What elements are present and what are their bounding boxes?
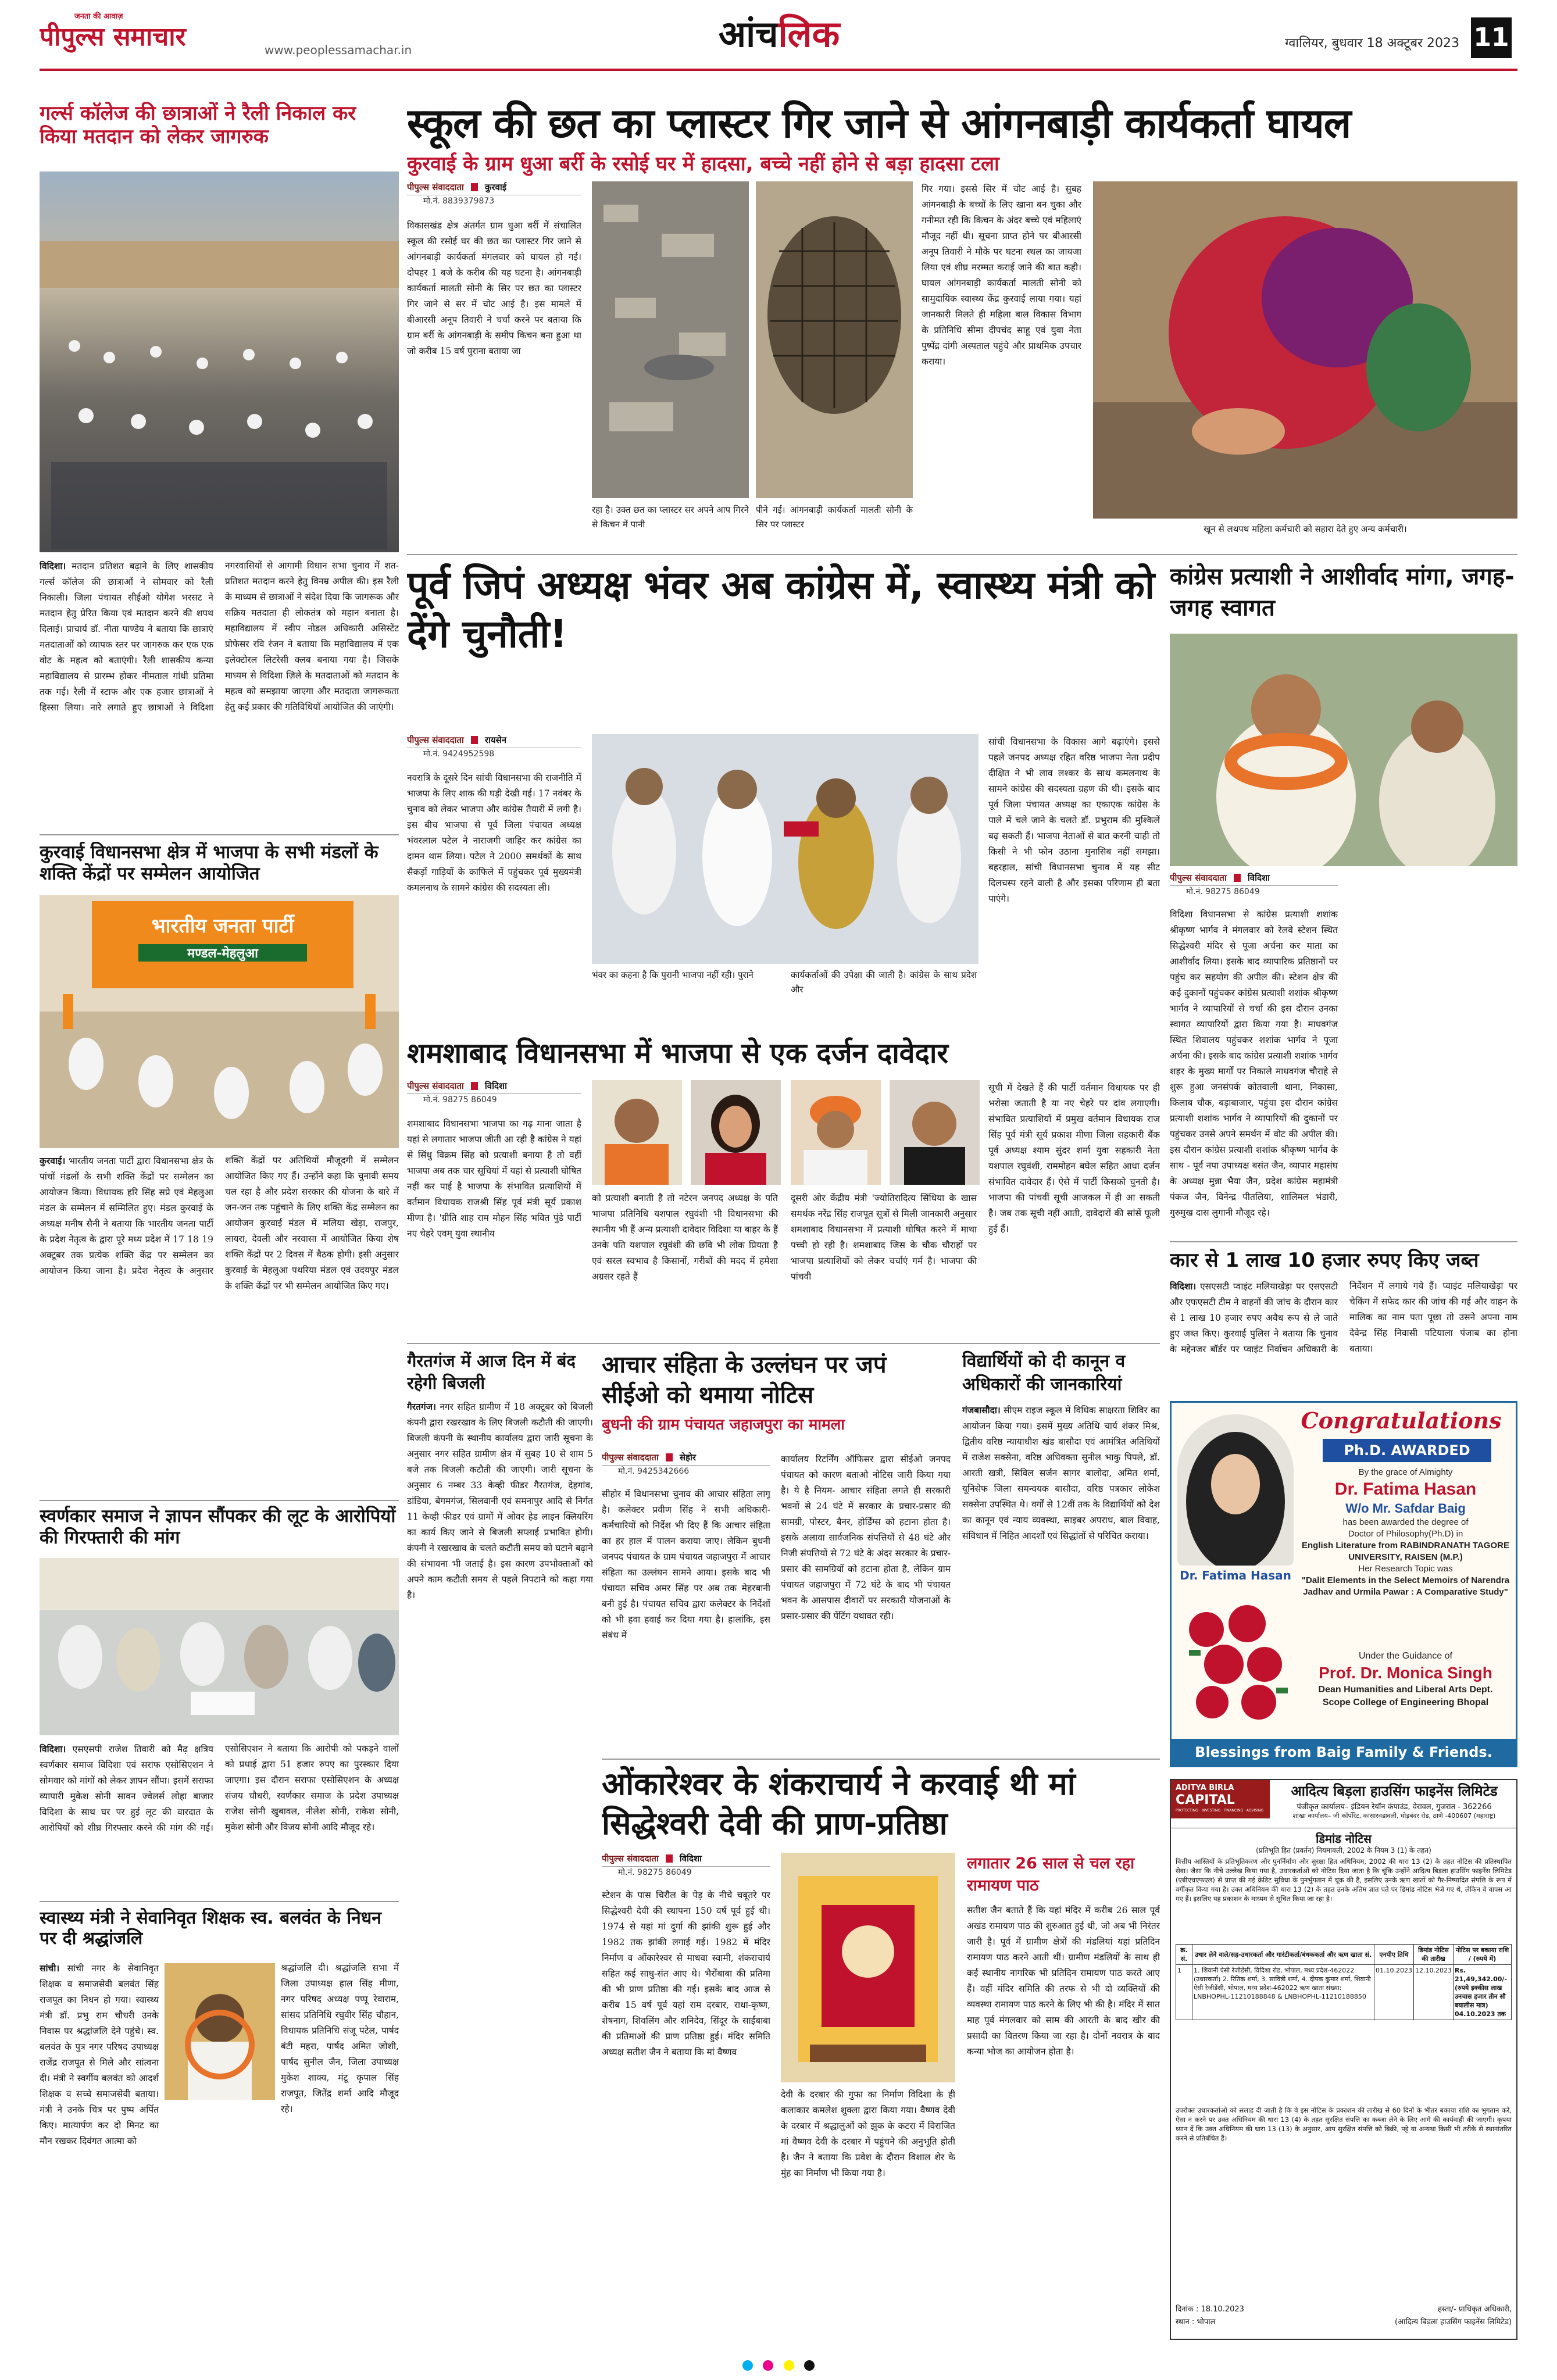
story-body-col1: नवरात्रि के दूसरे दिन सांची विधानसभा की राजनीति में भाजपा के लिए शाक की घड़ी देखी गई। 17 नवंबर के चुनाव को लेकर भाजपा और कांग्रेस तैयारी में लगी है। इस बीच भाजपा से पूर्व जिला पंचायत अध्यक्ष भंवरलाल पटेल ने नाराजगी जाहिर कर कांग्रेस का दामन थाम लिया। पटेल ने 2000 समर्थकों के साथ सैकड़ों गाड़ियों के काफिले में पहुंचकर पूर्व मुख्यमंत्री कमलनाथ के सामने कांग्रेस की सदस्यता ली।: [407, 773, 581, 893]
body-text: सीएम राइज स्कूल में विधिक साक्षरता शिविर का आयोजन किया गया। इसमें मुख्य अतिथि चार्य शंकर मिश्र, द्वितीय वरिष्ठ न्यायाधीश खंड बासौदा एवं आमंत्रित अतिथियों में राजेश सक्सेना, वरिष्ठ अधिवक्ता सुनील भाकु पिपले, डॉ. आरती खत्री, सिविल सर्जन सागर बालोदा, अमित शर्मा, यूनिसेफ जिला समन्वयक बासौदा, वरिष्ठ पत्रकार लोकेश सक्सेना उपस्थित थे। वर्गों से 12वीं तक के विद्यार्थियों को देश का कानून एवं न्याय व्यवस्था, साइबर अपराध, बाल विवाह, संविधान में निहित आदर्शों एवं सिद्धांतों से परिचित कराया।: [962, 1405, 1160, 1541]
story-omkareshwar: [602, 1764, 1160, 2340]
masthead-rule: [40, 69, 1517, 71]
headline: विद्यार्थियों को दी कानून व अधिकारों की जानकारियां: [962, 1351, 1126, 1395]
header-cell: एनपीए तिथि: [1374, 1945, 1414, 1965]
rally-photo: [40, 171, 399, 552]
byline-block: [602, 1452, 770, 1477]
headline: ओंकारेश्वर के शंकराचार्य ने करवाई थी मां सिद्धेश्वरी देवी की प्राण-प्रतिष्ठा: [602, 1766, 1076, 1842]
byline: [1170, 872, 1338, 886]
awarded-line: has been awarded the degree of: [1342, 1517, 1469, 1527]
logo-tagline: जनता की आवाज़: [74, 12, 123, 21]
story-body-col2: गिर गया। इससे सिर में चोट आई है। सुबह आंगनबाड़ी के बच्चों के लिए खाना बन चुका और गनीमत रही कि किचन के अंदर बच्चे एवं महिलाएं मौजूद नहीं थी। सूचना प्राप्त होने पर बीआरसी अनूप तिवारी ने मौके पर घटना स्थल का जायजा लिया एवं शीघ्र मरम्मत कराई जाने की बात कही। घायल आंगनबाड़ी कार्यकर्ता मालती सोनी को सामुदायिक स्वास्थ्य केंद्र कुरवाई लाया गया। यहां जानकारी मिलते ही महिला बाल विकास विभाग के प्रतिनिधि सीमा दीपचंद साहू एवं युवा नेता पुष्पेंद्र दांगी अस्पताल पहुंचे और प्राथमिक उपचार कराया।: [922, 184, 1081, 367]
byline-separator: [471, 183, 478, 191]
fatima-photo: [1177, 1414, 1294, 1566]
mobile: मो.नं. 9424952598: [423, 749, 495, 759]
demand-table: [1176, 1944, 1512, 2020]
joining-art: [592, 734, 979, 964]
byline-separator: [666, 1854, 673, 1863]
headline: स्वास्थ्य मंत्री ने सेवानिवृत शिक्षक स्व. बलवंत के निधन पर दी श्रद्धांजलि: [40, 1908, 381, 1949]
story-girls-college: [40, 102, 399, 828]
byline-separator: [666, 1453, 673, 1461]
logo-wordmark: पीपुल्स समाचार: [40, 22, 186, 52]
byline-place: सेहोर: [679, 1452, 696, 1463]
byline-name: पीपुल्स संवाददाता: [407, 182, 464, 192]
notice-footer: उपरोक्त उधारकर्ताओं को सलाह दी जाती है कि वे इस नोटिस के प्रकाशन की तारीख से 60 दिनों के भीतर बकाया राशि का भुगतान करें, ऐसा न करने पर उक्त अधिनियम की धारा 13 (4) के तहत सुरक्षित संपत्ति का कब्जा लेने के लिए आगे की कार्यवाही की जाएगी। कृपया ध्यान दें कि उक्त अधिनियम की धारा 13 (13) के अनुसार, आप सुरक्षित संपत्ति को बिक्री, पट्टे या अन्यथा किसी भी तरीके से स्थानांतरित करने से प्रतिबंधित हैं।: [1176, 2106, 1512, 2142]
side-headline: लगातार 26 साल से चल रहा रामायण पाठ: [967, 1854, 1135, 1895]
story-body-col2: [281, 1960, 399, 2297]
divider: [407, 554, 1517, 555]
dateline-place: सांची।: [40, 1963, 60, 1974]
blessings-banner: Blessings from Baig Family & Friends.: [1172, 1739, 1516, 1766]
table-cell: 1. शिवानी ऐसी रेजीडेंसी, विदिशा रोड, भोपाल, मध्य प्रदेश-462022 (उधारकर्ता) 2. रितिक शर्मा, 3. सावित्री शर्मा, 4. दीपक कुमार शर्मा, शिवानी ऐसी रेजीडेंसी, भोपाल, मध्य प्रदेश-462022 ऋण खाता संख्या: LNBHOPHL-11210188848 & LNBHOPHL-11210188850: [1192, 1965, 1374, 2020]
header-cell: क्र. सं.: [1176, 1945, 1192, 1965]
byline-place: विदिशा: [679, 1853, 702, 1864]
rally-photo-art: [40, 171, 399, 552]
section-title-part1: आंच: [718, 13, 779, 55]
story-body: [1170, 1278, 1517, 1389]
dateline-place: कुरवाई।: [40, 1155, 66, 1166]
congrats-heading: Congratulations: [1301, 1407, 1502, 1434]
byline-block: [407, 181, 581, 206]
logo: [40, 10, 260, 63]
byline-name: पीपुल्स संवाददाता: [407, 1081, 464, 1091]
story-body-col3: दूसरी ओर केंद्रीय मंत्री 'ज्योतिरादित्य सिंधिया के खास समर्थक नरेंद्र सिंह राजपूत सूत्रों से मिली जानकारी अनुसार शमशाबाद विधानसभा में प्रत्याशी घोषित करने में माथा पच्ची हो रही है। शमशाबाद जिस के चौक चौराहों पर भाजपा प्रत्याशियों को लेकर चर्चाएं गर्म है। भाजपा की पांचवी: [791, 1193, 977, 1282]
headline: आचार संहिता के उल्लंघन पर जपं सीईओ को थमाया नोटिस: [602, 1352, 887, 1409]
story-car: [1170, 1247, 1517, 1392]
headline: कुरवाई विधानसभा क्षेत्र में भाजपा के सभी मंडलों के शक्ति केंद्रों पर सम्मेलन आयोजित: [40, 842, 378, 884]
byline-place: रायसेन: [484, 735, 507, 745]
photo-caption-2: कार्यकर्ताओं की उपेक्षा की जाती है। कांग्रेस के साथ प्रदेश और: [791, 970, 977, 995]
banner-text: भारतीय जनता पार्टी: [151, 914, 294, 938]
guide-college: Scope College of Engineering Bhopal: [1322, 1698, 1489, 1707]
spouse-line: W/o Mr. Safdar Baig: [1345, 1501, 1466, 1516]
headline: शमशाबाद विधानसभा में भाजपा से एक दर्जन दावेदार: [407, 1037, 949, 1070]
dateline-place: विदिशा।: [40, 1743, 66, 1754]
memorandum-art: [40, 1558, 399, 1735]
byline: [407, 734, 581, 748]
byline-name: पीपुल्स संवाददाता: [1170, 873, 1227, 883]
byline-block: [1170, 872, 1338, 897]
notice-title: डिमांड नोटिस: [1171, 1828, 1516, 1846]
table-header-row: [1176, 1945, 1512, 1965]
dateline-place: गैरतगंज।: [407, 1401, 437, 1412]
byline-name: पीपुल्स संवाददाता: [602, 1853, 659, 1864]
side-body: सतीश जैन बताते हैं कि यहां मंदिर में करीब 26 साल पूर्व अखंड रामायण पाठ की शुरुआत हुई थी, जो अब भी निरंतर जारी है। पूर्व में ग्रामीण क्षेत्रों की मंडलियां यहां प्रतिदिन रामायण पाठ करने आती थीं। ग्रामीण मंडलियों के साथ ही कई स्थानीय नागरिक भी प्रतिदिन रामायण पाठ करते आए हैं। वहीं मंदिर समिति की तरफ से भी दो व्यक्तियों की व्यवस्था रामायण पाठ करने के लिए भी की है। मंदिर में सात माह पूर्व मंगलवार को साम की आरती के बाद खीर की प्रसादी का वितरण किया जा रहा है। दोनों नवरात्र के बाद कन्या भोज का आयोजन होता है।: [967, 1905, 1160, 2057]
divider: [40, 1500, 399, 1501]
plaster-photo-2: [756, 181, 913, 498]
website[interactable]: www.peoplessamachar.in: [265, 43, 412, 57]
guide-block: [1297, 1650, 1515, 1709]
byline-place: विदिशा: [484, 1081, 508, 1091]
body-text: सांची नगर के सेवानिवृत शिक्षक व समाजसेवी बलवंत सिंह राजपूत का निधन हो गया। स्वास्थ्य मंत्री डॉ. प्रभु राम चौधरी उनके निवास पर श्रद्धांजलि देने पहुंचे। स्व. बलवंत के पुत्र नगर परिषद उपाध्यक्ष राजेंद्र राजपूत से मिले और सांत्वना दी। मंत्री ने स्वर्गीय बलवंत को आदर्श शिक्षक व सच्चे समाजसेवी बताया। मंत्री ने उनके चित्र पर पुष्प अर्पित किए। मात्यार्पण कर दो मिनट का मौन रखकर दिवंगत आत्मा को: [40, 1963, 159, 2146]
headline: गर्ल्स कॉलेज की छात्राओं ने रैली निकाल कर किया मतदान को लेकर जागरुक: [40, 102, 356, 149]
byline: [407, 1080, 581, 1094]
divider: [407, 1343, 1160, 1344]
table-cell: 01.10.2023: [1374, 1965, 1414, 2020]
portrait-art: [165, 1963, 275, 2100]
cyan-dot: [742, 2360, 753, 2371]
story-body-col2: सांची विधानसभा के विकास आगे बढ़ाएंगे। इससे पहले जनपद अध्यक्ष रहित वरिष्ठ भाजपा नेता प्रदीप दीक्षित ने भी लाव लश्कर के साथ कमलनाथ के सामने कांग्रेस की सदस्यता ग्रहण की थी। इसके बाद पूर्व जिला पंचायत अध्यक्ष का एकाएक कांग्रेस के पाले में चले जाने के चलते डॉ. प्रभुराम की मुश्किलें बढ़ सकती हैं। भाजपा नेताओं से बात करनी चाही तो किसी ने भी फोन उठाना मुनासिब नहीं समझा। बहरहाल, सांची विधानसभा चुनाव में यह सीट दिलचस्प रहने वाली है और इसका परिणाम ही बता पाएंगे।: [988, 737, 1160, 904]
byline-place: कुरवाई: [484, 182, 507, 192]
joining-photo: [592, 734, 979, 964]
address-2: शाखा कार्यालय– जी कॉर्पोरेट, कासारवडावली, घोड़बंदर रोड, ठाणे -400607 (महाराष्ट्र): [1292, 1812, 1496, 1820]
portrait-art: [1177, 1414, 1294, 1566]
headline: पूर्व जिपं अध्यक्ष भंवर अब कांग्रेस में, स्वास्थ्य मंत्री को देंगे चुनौती!: [407, 563, 1155, 656]
story-body: [40, 1153, 399, 1301]
story-body: [40, 558, 399, 826]
notice-intro: वित्तीय आस्तियों के प्रतिभूतिकरण और पुनर्निर्माण और सुरक्षा हित अधिनियम, 2002 की धारा 13 (2) के तहत नोटिस की प्रतिस्थापित सेवा। जैसा कि नीचे उल्लेख किया गया है, उधारकर्ताओं को नोटिस दिया जाता है कि चूंकि उन्होंने आदित्य बिड़ला हाउसिंग फाइनेंस लिमिटेड (एबीएचएफएल) से प्राप्त की गई क्रेडिट सुविधा के पुनर्भुगतान में चूक की है, इसलिए उनके ऋण खातों को गैर-निष्पादित संपत्ति के रूप में वर्गीकृत किया गया है। उक्त अधिनियम की धारा 13 (2) के तहत उनके अंतिम ज्ञात पते पर डिमांड नोटिस भेजे गए थे, लेकिन वे वापस आ गए हैं। इसलिए यह प्रकाशन के माध्यम से सूचित किया जा रहा है।: [1176, 1857, 1512, 1903]
story-body: [40, 1741, 399, 1895]
recipient-name: Dr. Fatima Hasan: [1334, 1480, 1477, 1499]
mobile: मो.नं. 8839379873: [423, 196, 495, 206]
table-cell: Rs. 21,49,342.00/- (रुपये इक्कीस लाख उनचास हजार तीन सौ बयालीस मात्र) 04.10.2023 तक: [1454, 1965, 1512, 2020]
roses-art: [1177, 1595, 1294, 1728]
story-shamshabad: [407, 1035, 1160, 1337]
body-text: नगर सहित ग्रामीण में 18 अक्टूबर को बिजली कंपनी द्वारा रखरखाव के लिए बिजली कटौती की जाएगी। बिजली कंपनी के स्थानीय कार्यालय द्वारा जारी सूचना के अनुसार नगर सहित ग्रामीण क्षेत्र में सुबह 10 से शाम 5 बजे तक बिजली कटौती की जाएगी। जारी सूचना के अनुसार 6 नम्बर 33 केव्ही फीडर गैरतगंज, देहगांव, डांडिया, बेगमगंज, सिलवानी एवं समनापुर आदि से निर्गत 11 केव्ही फीडर एवं ग्रामों में ओवर हेड लाइन क्लियरिंग का कार्य किए जाने से बिजली सप्लाई प्रभावित होगी। कंपनी ने रखरखाव के चलते कटौती समय को घटाने बढ़ाने की संभावना भी जताई है। इस कारण उपभोक्ताओं को अपने काम कटौती समय से पहले निपटाने को कहा गया है।: [407, 1402, 593, 1600]
section-title: [657, 9, 901, 62]
banner-subtext: मण्डल-मेहलुआ: [138, 944, 307, 962]
company-logo: [1171, 1780, 1270, 1818]
candidate-photo: [1170, 634, 1517, 866]
byline-separator: [471, 1082, 478, 1090]
header-cell: उधार लेने वाले/सह-उधारकर्ता और गारंटीकर्ता/बंधककर्ता और ऋण खाता सं.: [1192, 1945, 1374, 1965]
story-school: [407, 99, 1517, 552]
story-body-col2: को प्रत्याशी बनाती है तो नटेरन जनपद अध्यक्ष के पति भाजपा प्रतिनिधि यशपाल रघुवंशी भी विधानसभा की स्थानीय भी हैं अन्य प्रत्याशी दावेदार विदिशा या बाहर के हैं उनके पति यशपाल रघुवंशी की छवि भी लोक प्रियता है एवं सरल स्वभाव है किसानों, गरीबों की मदद में हमेशा अग्रसर रहते हैं: [592, 1193, 778, 1282]
grace-line: By the grace of Almighty: [1358, 1467, 1453, 1477]
story-body: विदिशा विधानसभा से कांग्रेस प्रत्याशी शशांक श्रीकृष्ण भार्गव ने मंगलवार को रेलवे स्टेशन स्थित सिद्धेश्वरी मंदिर से पूजा अर्चना कर माता का आशीर्वाद लिया। इसके बाद व्यापारिक प्रतिष्ठानों पर पहुंच कर सहयोग की अपील की। स्टेशन क्षेत्र की कई दुकानों पहुंचकर कांग्रेस प्रत्याशी शशांक श्रीकृष्ण भार्गव ने व्यापारियों से चर्चा की इस दौरान उनका स्वागत व्यापारियों द्वारा किया गया है। माधवगंज स्थित शिवालय पहुंचकर शशांक भार्गव ने पूजा अर्चना की। इसके बाद कांग्रेस प्रत्याशी शशांक भार्गव शहर के मुख्य मार्गों पर निकाले माधवगंज चौराहे से शुरू हुआ जनसंपर्क कोतवाली थाना, निकासा, किलाब चौक, बड़ाबाजार, पहुंचा इस दौरान कांग्रेस प्रत्याशी शशांक भार्गव ने व्यापारियों की दुकानों पर पहुंचकर उनसे अपने समर्थन में वोट की अपील की। इस दौरान कांग्रेस प्रत्याशी शशांक श्रीकृष्ण भार्गव के साथ - पूर्व नपा उपाध्यक्ष बसंत जैन, व्यापार महासंघ के अध्यक्ष मुन्ना भैया जैन, प्रदेश कांग्रेस महामंत्री पंकज जैन, विनेन्द्र पीतलिया, शालिमल भंडारी, गुरुमुख दास लुगानी मौजूद रहे।: [1170, 909, 1338, 1218]
headline: गैरतगंज में आज दिन में बंद रहेगी बिजली: [407, 1351, 576, 1393]
debris-art: [592, 181, 749, 498]
divider: [1170, 1241, 1517, 1242]
story-tribute: [40, 1908, 399, 2315]
signatory: हस्ता/- प्राधिकृत अधिकारी,: [1437, 2305, 1512, 2314]
candidate-art: [1170, 634, 1517, 866]
story-body-col1: [40, 1960, 159, 2297]
ceiling-art: [756, 181, 913, 498]
guide-name: Prof. Dr. Monica Singh: [1319, 1664, 1492, 1682]
notice-date: दिनांक : 18.10.2023: [1176, 2305, 1244, 2314]
company-name: आदित्य बिड़ला हाउसिंग फाइनेंस लिमिटेड: [1291, 1783, 1498, 1799]
story-gairatganj: [407, 1350, 593, 1920]
bjp-meeting-photo: [40, 895, 399, 1148]
ad-phd: [1170, 1401, 1517, 1767]
signatory-org: (आदित्य बिड़ला हाउसिंग फाइनेंस लिमिटेड): [1395, 2318, 1512, 2327]
ad-aditya-birla: [1170, 1779, 1517, 2340]
story-body-col1: सीहोर में विधानसभा चुनाव की आचार संहिता लागू है। कलेक्टर प्रवीण सिंह ने सभी अधिकारी-कर्मचारियों को निर्देश भी दिए हैं कि आचार संहिता का हर हाल में पालन कराया जाए। लेकिन बुधनी जनपद पंचायत के ग्राम पंचायत जहाजपुरा में आचार संहिता का उल्लंघन सामने आया। इसके बाद भी पंचायत सचिव अमर सिंह पर अब तक मेहरबानी बनी हुई है। पंचायत सचिव द्वारा कलेक्टर के निर्देशों को भी हवा हवाई कर दिया गया है। हालांकि, इस संबंध में: [602, 1489, 770, 1641]
registration-marks: [0, 2360, 1557, 2378]
meeting-art: [40, 895, 399, 1148]
story-body-col4: सूची में देखते हैं की पार्टी वर्तमान विधायक पर ही भरोसा जताती है या नए चेहरे पर दांव लगाएगी। संभावित प्रत्याशियों में प्रमुख वर्तमान विधायक राज सिंह पूर्व मंत्री सूर्य प्रकाश मीणा जिला सहकारी बैंक पूर्व अध्यक्ष श्याम सुंदर शर्मा युवा सहकारी नेता यशपाल रघुवंशी, राममोहन बघेल सहित आधा दर्जन संभावित दावेदार हैं। ऐसे में पार्टी किसको चुनती है। भाजपा की पांचवीं सूची आजकल में ही आ सकती है। जब तक सूची नहीं आती, दावेदारों की सांसें फूली हुई हैं।: [988, 1082, 1160, 1234]
guide-role: Dean Humanities and Liberal Arts Dept.: [1318, 1685, 1493, 1695]
logo-top: ADITYA BIRLA: [1176, 1784, 1234, 1792]
department-line: English Literature from RABINDRANATH TAGORE UNIVERSITY, RAISEN (M.P.): [1302, 1541, 1509, 1562]
logo-tag: PROTECTING · INVESTING · FINANCING · ADVISING: [1176, 1809, 1264, 1813]
contender-photos-row2: [791, 1080, 983, 1185]
byline-separator: [471, 736, 478, 744]
headline: स्कूल की छत का प्लास्टर गिर जाने से आंगनबाड़ी कार्यकर्ता घायल: [407, 99, 1351, 147]
flower-icon: [1177, 1595, 1294, 1728]
topic-line: "Dalit Elements in the Select Memoirs of Narendra Jadhav and Urmila Pawar : A Comparative Study": [1301, 1575, 1510, 1597]
dateline-place: विदिशा।: [40, 560, 66, 571]
photo-label: Dr. Fatima Hasan: [1180, 1568, 1291, 1582]
body-text: एसएसटी प्वाइंट मलियाखेड़ा पर एसएसटी और एफएसटी टीम ने वाहनों की जांच के दौरान कार से 1 लाख 10 हजार रुपए अवैध रूप से ले जाते हुए जब्त किए। कुरवाई पुलिस ने बताया कि चुनाव के मद्देनजर बॉर्डर पर प्वाइंट निर्वाचन अधिकारी के निर्देशन में लगाये गये हैं। प्वाइंट मलियाखेड़ा पर चेकिंग में सफेद कार की जांच की गई और वाहन के मालिक का नाम पता पूछा तो उसने अपना नाम देवेन्द्र सिंह निवासी पटियाला पंजाब का होना बताया।: [1170, 1281, 1517, 1355]
black-dot: [804, 2360, 815, 2371]
byline-name: पीपुल्स संवाददाता: [407, 735, 464, 745]
story-body: [407, 1399, 593, 1920]
tribute-photo: [165, 1963, 275, 2100]
byline: [602, 1853, 770, 1867]
mobile: मो.नं. 98275 86049: [1186, 887, 1260, 896]
story-body-col1: स्टेशन के पास चिरौल के पेड़ के नीचे चबूतरे पर सिद्धेश्वरी देवी की स्थापना 150 वर्ष पूर्व हुई थी। 1974 से यहां मां दुर्गा की झांकी शुरू हुई और 1982 तक झांकी लगाई गई। 1982 में मंदिर निर्माण व ओंकारेश्वर से माधवा स्वामी, शंकराचार्य सहित कई साधु-संत आए थे। भैरोंबाबा की प्रतिमा की भी प्राण प्रतिष्ठा की गई। इसके बाद आज से करीब 15 वर्ष पूर्व यहां राम दरबार, राधा-कृष्ण, शेषनाग, शिवलिंग और शनिदेव, सिंदूर के साईंबाबा की प्रतिमाओं की प्राण प्रतिष्ठा हुई। मंदिर समिति अध्यक्ष सतीश जैन ने बताया कि मां वैष्णव: [602, 1890, 770, 2057]
ad-text: [1297, 1467, 1515, 1598]
photo-caption-1: रहा है। उक्त छत का प्लास्टर सर अपने आप गिरने से किचन में पानी: [592, 505, 749, 530]
byline: [602, 1452, 770, 1466]
divider: [40, 834, 399, 835]
section-title-part2: लिक: [778, 13, 840, 55]
logo-main: CAPITAL: [1176, 1793, 1235, 1807]
body-text: श्रद्धांजलि दी। श्रद्धांजलि सभा में जिला उपाध्यक्ष हाल सिंह मीणा, नगर परिषद अध्यक्ष पप्पू रेवाराम, सांसद प्रतिनिधि रघुवीर सिंह चौहान, विधायक प्रतिनिधि संजू पटेल, पार्षद बंटी महरा, पार्षद अमित जोशी, पार्षद सुनील जैन, जिला उपाध्यक्ष मुकेश शाक्य, मंटू कृपाल सिंह राजपूत, जितेंद्र शर्मा आदि मौजूद रहे।: [281, 1963, 399, 2114]
story-congress: [1170, 561, 1517, 1235]
body-text: भारतीय जनता पार्टी द्वारा विधानसभा क्षेत्र के पांचों मंडलों के सभी शक्ति केंद्रों पर सम्मेलन का आयोजन किया। विधायक हरि सिंह सप्रे एवं मेहलुआ मंडल के सम्मेलन में सम्मिलित हुए। मंडल कुरवाई के अध्यक्ष मनीष सैनी ने बताया कि भारतीय जनता पार्टी के प्रदेश नेतृत्व के द्वारा पूरे मध्य प्रदेश में 17 18 19 अक्टूबर तक प्रत्येक शक्ति केंद्र पर सम्मेलन का आयोजन किया जाना है। प्रदेश नेतृत्व के अनुसार शक्ति केंद्रों पर अतिथियों मौजूदगी में सम्मेलन आयोजित किए गए हैं। उन्होंने कहा कि चुनावी समय चल रहा है और प्रदेश सरकार की योजना के बारे में जन-जन तक पहुंचाने के लिए शक्ति केंद्र सम्मेलन का आयोजन कुरवाई मंडल में मलिया खेड़ा, राजपुर, लायरा, देवली और नरवासा में आयोजित किया शेष शक्ति केंद्रों पर 2 दिवस में बैठक होगी। इसी अनुसार कुरवाई के मेहलुआ पथरिया मंडल एवं उदयपुर मंडल के शक्ति केंद्रों पर भी सम्मेलन आयोजित किए गए।: [40, 1155, 399, 1291]
guidance-line: Under the Guidance of: [1359, 1651, 1452, 1661]
story-bhanwar: [407, 561, 1160, 1026]
headline: स्वर्णकार समाज ने ज्ञापन सौंपकर की लूट के आरोपियों की गिरफ्तारी की मांग: [40, 1506, 396, 1548]
byline: [407, 181, 581, 195]
contender-portraits: [592, 1080, 784, 1185]
injured-worker-photo: [1093, 181, 1517, 519]
worker-art: [1093, 181, 1517, 519]
body-text: मतदान प्रतिशत बढ़ाने के लिए शासकीय गर्ल्स कॉलेज की छात्राओं ने सोमवार को रैली निकाली। जिला पंचायत सीईओ योगेश भरसट ने मतदान हेतु प्रेरित किया एवं मतदान करने की शपथ दिलाई। प्राचार्य डॉ. नीता पाण्डेय ने बताया कि छात्राएं मतदाताओं को व्यापक स्तर पर जागरुक कर एक एक वोट के महत्व को बताएंगी। रैली शासकीय कन्या महाविद्यालय से प्रारम्भ होकर नीमताल गांधी प्रतिमा तक गई। रैली में स्टाफ और एक हजार छात्राओं ने हिस्सा लिया। नारे लगाते हुए छात्राओं ने विदिशा नगरवासियों से आगामी विधान सभा चुनाव में शत-प्रतिशत मतदान करने हेतु विनम्र अपील की। इस रैली के माध्यम से छात्राओं ने संदेश दिया कि जागरूक और सक्रिय मतदाता ही लोकतंत्र को महान बनाता है। महाविद्यालय में स्वीप नोडल अधिकारी असिस्टेंट प्रोफेसर रवि रंजन ने बताया कि महाविद्यालय में एक इलेक्टोरल लिटरेसी क्लब बनाया गया है। जिसके माध्यम से विदिशा ज़िले के मतदाताओं को मतदान के महत्व को समझाया जाएगा और मतदाता जागरूकता हेतु कई प्रकार की गतिविधियाँ आयोजित की जाएंगी।: [40, 560, 399, 713]
notice-place: स्थान : भोपाल: [1176, 2318, 1216, 2327]
mobile: मो.नं. 98275 86049: [423, 1095, 497, 1105]
masthead: [0, 0, 1557, 76]
photo-caption-2: पीने गई। आंगनबाड़ी कार्यकर्ता मालती सोनी के सिर पर प्लास्टर: [756, 505, 913, 530]
body-text: एसएसपी राजेश तिवारी को मैढ़ क्षत्रिय स्वर्णकार समाज विदिशा एवं सराफ एसोसिएशन ने सोमवार को मांगों को लेकर ज्ञापन सौंपा। इसमें सराफा व्यापारी मुकेश सोनी सावन ज्वेलर्स लोहा बाजार विदिशा के साथ घर पर हुई लूट की वारदात के आरोपियों को शीघ्र गिरफ्तार करने की मांग की गई। एसोसिएशन ने बताया कि आरोपी को पकड़ने वालों को प्रधाई द्वारा 51 हजार रुपए का पुरस्कार दिया जाएगा। इस दौरान सराफा एसोसिएशन के अध्यक्ष संजय चौधरी, स्वर्णकार समाज के प्रदेश उपाध्यक्ष राजेश सोनी खुबावल, नीलेश सोनी, राकेश सोनी, मुकेश सोनी और विजय सोनी आदि मौजूद रहे।: [40, 1743, 399, 1833]
topic-intro: Her Research Topic was: [1358, 1564, 1453, 1574]
story-body-col2: देवी के दरबार की गुफा का निर्माण विदिशा के ही कलाकार कमलेश शुक्ला द्वारा किया गया। वैष्णव देवी के दरबार में श्रद्धालुओं को झुक के कटरा में विराजित मां वैष्णव देवी के दरबार में पहुंचने की अनुभूति होती है। जैन ने बताया कि प्रवेश के दौरान विशाल शेर के मुंह का निर्माण भी किया गया है।: [781, 2089, 955, 2178]
byline-block: [407, 734, 581, 759]
table-row: [1176, 1965, 1512, 2020]
table-cell: 12.10.2023: [1414, 1965, 1454, 2020]
subheadline: बुधनी की ग्राम पंचायत जहाजपुरा का मामला: [602, 1416, 845, 1434]
header-cell: डिमांड नोटिस की तारीख: [1414, 1945, 1454, 1965]
degree-line: Doctor of Philosophy(Ph.D) in: [1348, 1529, 1463, 1539]
contender-portraits-2: [791, 1080, 983, 1185]
phd-badge: Ph.D. AWARDED: [1323, 1439, 1491, 1462]
divider: [40, 1901, 399, 1902]
mobile: मो.नं. 9425342666: [618, 1467, 690, 1476]
temple-photo: [781, 1853, 955, 2082]
byline-block: [602, 1853, 770, 1878]
sidebar-ramayan: [967, 1853, 1160, 2335]
story-body-col2: कार्यालय रिटर्निंग ऑफिसर द्वारा सीईओ जनपद पंचायत को कारण बताओ नोटिस जारी किया गया है। ये है नियम- आचार संहिता लगते ही सरकारी भवनों से 24 घंटे में सरकार के प्रचार-प्रसार की सामग्री, पोस्टर, बैनर, होर्डिंग्स को हटाना होता है। इसके अलावा सार्वजनिक संपत्तियों से 48 घंटे और निजी संपत्तियों से 72 घंटे के अंदर सरकार के प्रचार-प्रसार की सामग्रियों को हटाना होता है, लेकिन ग्राम पंचायत जहाजपुरा में 72 घंटे के बाद भी पंचायत भवन के आसपास दीवारों पर सरकारी योजनाओं के प्रसार-प्रसार की पेंटिंग यथावत रही।: [781, 1454, 951, 1621]
temple-art: [781, 1853, 955, 2082]
subheadline: कुरवाई के ग्राम धुआ बर्री के रसोई घर में हादसा, बच्चे नहीं होने से बड़ा हादसा टला: [407, 152, 999, 176]
contender-photos-row1: [592, 1080, 784, 1185]
story-gold: [40, 1506, 399, 1895]
memorandum-photo: [40, 1558, 399, 1735]
address-1: पंजीकृत कार्यालय– इंडियन रेयॉन कंपाउंड, वेरावल, गुजरात - 362266: [1297, 1803, 1492, 1811]
dateline: ग्वालियर, बुधवार 18 अक्टूबर 2023: [1285, 36, 1459, 51]
photo-caption-1: भंवर का कहना है कि पुरानी भाजपा नहीं रही। पुराने: [592, 970, 753, 980]
byline-separator: [1234, 874, 1241, 882]
photo-caption-3: खून से लथपथ महिला कर्मचारी को सहारा देते हुए अन्य कर्मचारी।: [1204, 524, 1407, 534]
headline: कार से 1 लाख 10 हजार रुपए किए जब्त: [1170, 1249, 1479, 1272]
mobile: मो.नं. 98275 86049: [618, 1868, 692, 1877]
plaster-photo-1: [592, 181, 749, 498]
byline-name: पीपुल्स संवाददाता: [602, 1452, 659, 1463]
dateline-place: विदिशा।: [1170, 1281, 1197, 1292]
table-cell: 1: [1176, 1965, 1192, 2020]
byline-place: विदिशा: [1247, 873, 1270, 883]
story-bjp-mandal: [40, 842, 399, 1301]
byline-block: [407, 1080, 581, 1105]
page-number: 11: [1471, 17, 1512, 58]
headline: कांग्रेस प्रत्याशी ने आशीर्वाद मांगा, जगह-जगह स्वागत: [1170, 563, 1515, 621]
magenta-dot: [763, 2360, 773, 2371]
story-body-col1: विकासखंड क्षेत्र अंतर्गत ग्राम धुआ बर्री में संचालित स्कूल की रसोई घर की छत का प्लास्टर गिर जाने से आंगनबाड़ी कार्यकर्ता मंगलवार को घायल हो गई। दोपहर 1 बजे के करीब की यह घटना है। आंगनबाड़ी कार्यकर्ता मालती सोनी के सिर पर छत का प्लास्टर गिर जाने से सर में चोट आई है। इस मामले में बीआरसी अनूप तिवारी ने चर्चा करने पर बताया कि ग्राम बर्री के आंगनबाड़ी के समीप किचन बना हुआ था जो करीब 15 वर्ष पुराना बताया जा: [407, 220, 581, 356]
dateline-place: गंजबासौदा।: [962, 1405, 1001, 1416]
story-body-col1: शमशाबाद विधानसभा भाजपा का गढ़ माना जाता है यहां से लगातार भाजपा जीती आ रही है कांग्रेस ने यहां से सिंधु विक्रम सिंह को प्रत्याशी बनाया है तो वहीं भाजपा अब तक चार सूचियां में यहां से प्रत्याशी घोषित नहीं कर पाई है भाजपा के संभावित प्रत्याशियों में वर्तमान विधायक राजश्री सिंह पूर्व मंत्री सूर्य प्रकाश मीणा है। 'ग्रीति शाह राम मोहन सिंह भवित पुंडे पार्टी नए चेहरे एवम् युवा स्थानीय: [407, 1118, 581, 1239]
notice-subtitle: (प्रतिभूति हित (प्रवर्तन) नियमावली, 2002 के नियम 3 (1) के तहत): [1256, 1846, 1431, 1854]
yellow-dot: [784, 2360, 794, 2371]
divider: [602, 1759, 1160, 1760]
header-cell: नोटिस पर बकाया राशि / (रुपये में): [1454, 1945, 1512, 1965]
